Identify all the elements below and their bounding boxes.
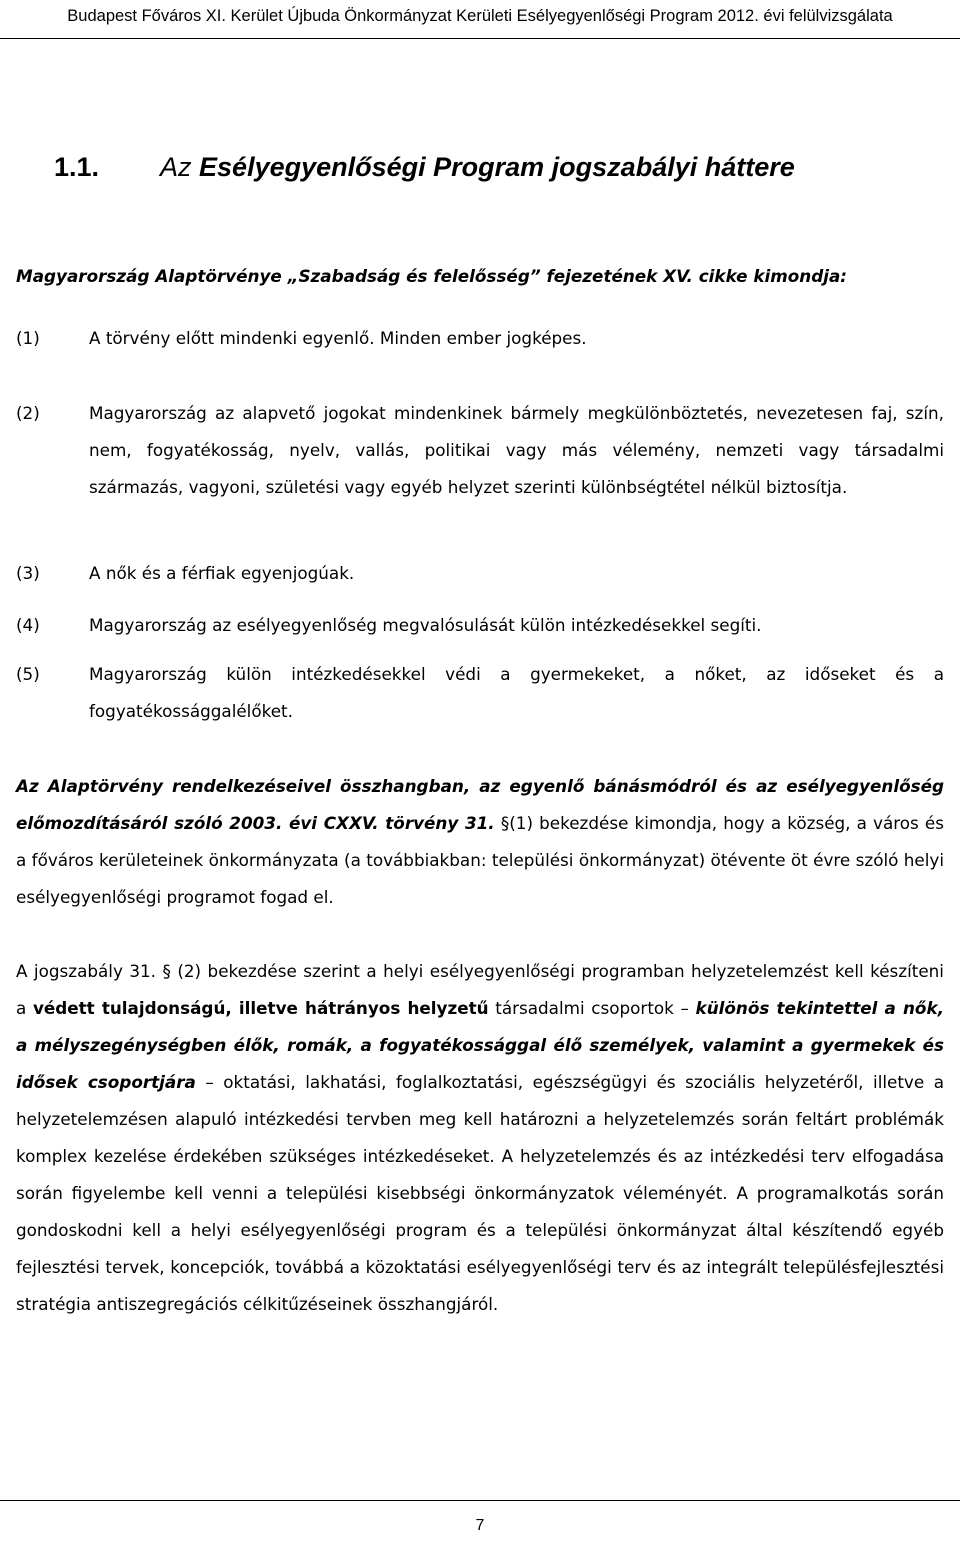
article-item-1 <box>16 320 944 357</box>
section-title: Esélyegyenlőségi Program jogszabályi háttere <box>199 152 795 182</box>
article-label: (2) <box>16 403 40 423</box>
protected-groups-emphasis: védett tulajdonságú, illetve hátrányos helyzetű <box>32 998 489 1018</box>
law-paragraph-2-lead: A jogszabály 31. <box>16 961 157 981</box>
section-sign: § <box>500 813 510 833</box>
article-label: (3) <box>16 563 40 583</box>
article-item-4 <box>16 607 944 644</box>
section-title-prefix: Az <box>160 152 192 182</box>
article-text: Magyarország külön intézkedésekkel védi a gyermekeket, a nőket, az időseket és a fogyatékossággalélőket. <box>89 664 944 721</box>
section-sign: § <box>162 961 171 981</box>
section-number: 1.1. <box>54 152 100 182</box>
article-label: (5) <box>16 664 40 684</box>
section-heading <box>54 152 944 183</box>
article-text: A törvény előtt mindenki egyenlő. Minden ember jogképes. <box>89 328 587 348</box>
law-paragraph-2-text: társadalmi csoportok – <box>495 998 689 1018</box>
article-item-5 <box>16 656 944 730</box>
article-label: (1) <box>16 328 40 348</box>
article-item-3 <box>16 555 944 592</box>
law-paragraph-1 <box>16 768 944 916</box>
article-text: Magyarország az alapvető jogokat mindenkinek bármely megkülönböztetés, nevezetesen faj, szín, nem, fogyatékosság, nyelv, vallás, politikai vagy más vélemény, nemzeti vagy társadalmi származás, vagyoni, születési vagy egyéb helyzet szerinti különbségtétel nélkül biztosítja. <box>89 403 944 497</box>
target-groups-emphasis: különös tekintettel a nők, a mélyszegénységben élők, romák, a fogyatékossággal élő személyek, valamint a gyermekek és idősek csoportjára <box>16 998 944 1092</box>
page-number: 7 <box>0 1500 960 1539</box>
law-reference: Az Alaptörvény rendelkezéseivel összhangban, az egyenlő bánásmódról és az esélyegyenlőség előmozdításáról szóló 2003. évi CXXV. törvény 31. <box>16 776 944 833</box>
running-header: Budapest Főváros XI. Kerület Újbuda Önkormányzat Kerületi Esélyegyenlőségi Program 2012. évi felülvizsgálata <box>0 0 960 39</box>
law-paragraph-2-text: – oktatási, lakhatási, foglalkoztatási, egészségügyi és szociális helyzetéről, illetve a helyzetelemzésen alapuló intézkedési tervben meg kell határozni a helyzetelemzés során feltárt problémák komplex kezelése érdekében szükséges intézkedéseket. A helyzetelemzés és az intézkedési terv elfogadása során figyelembe kell venni a települési kisebbségi önkormányzatok véleményét. A programalkotás során gondoskodni kell a helyi esélyegyenlőségi program és a települési önkormányzat által készítendő egyéb fejlesztési tervek, koncepciók, továbbá a közoktatási esélyegyenlőségi terv és az integrált településfejlesztési stratégia antiszegregációs célkitűzéseinek összhangjáról. <box>16 1072 944 1314</box>
law-paragraph-2 <box>16 953 944 1323</box>
article-label: (4) <box>16 615 40 635</box>
article-text: Magyarország az esélyegyenlőség megvalósulását külön intézkedésekkel segíti. <box>89 615 762 635</box>
law-paragraph-1-text: (1) bekezdése kimondja, hogy a község, a város és a főváros kerületeinek önkormányzata (a továbbiakban: települési önkormányzat) ötévente öt évre szóló helyi esélyegyenlőségi programot fogad el. <box>16 813 944 907</box>
article-item-2 <box>16 395 944 506</box>
intro-text: Magyarország Alaptörvénye „Szabadság és felelősség” fejezetének XV. cikke kimondja: <box>16 266 848 286</box>
article-text: A nők és a férfiak egyenjogúak. <box>89 563 355 583</box>
law-paragraph-2-text: (2) bekezdése szerint a helyi esélyegyenlőségi programban helyzetelemzést kell készíteni a <box>16 961 944 1018</box>
